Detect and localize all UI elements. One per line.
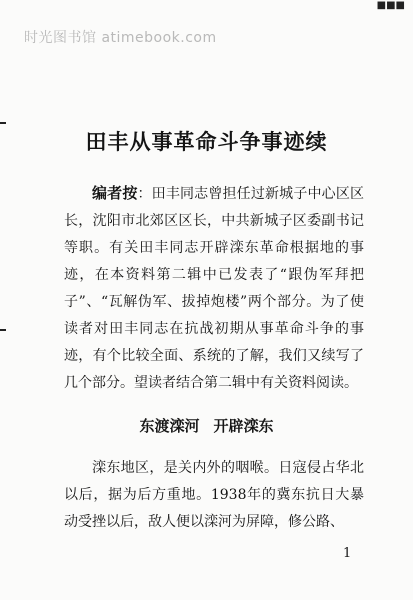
editor-note-paragraph [64, 180, 364, 397]
margin-tick-bottom [0, 329, 6, 331]
section-paragraph: 滦东地区，是关内外的咽喉。日寇侵占华北以后，据为后方重地。1938年的冀东抗日大暴动受挫以后，敌人便以滦河为屏障，修公路、 [64, 460, 364, 530]
margin-tick-top [0, 122, 6, 124]
corner-mark: ■■■ [376, 0, 405, 11]
watermark-text: 时光图书馆 atimebook.com [24, 30, 217, 46]
page-title: 田丰从事革命斗争事迹续 [85, 130, 328, 154]
editor-note-label: 编者按 [92, 184, 138, 202]
editor-note-text: ：田丰同志曾担任过新城子中心区区长，沈阳市北郊区区长，中共新城子区委副书记等职。有关田丰同志开辟滦东革命根据地的事迹，在本资料第二辑中已发表了“跟伪军拜把子”、“瓦解伪军、拔掉炮楼”两个部分。为了使读者对田丰同志在抗战初期从事革命斗争的事迹，有个比较全面、系统的了解，我们又续写了几个部分。望读者结合第二辑中有关资料阅读。 [64, 186, 364, 391]
section-heading-part-2: 开辟滦东 [213, 417, 274, 435]
page-number: 1 [343, 546, 352, 561]
section-heading-part-1: 东渡滦河 [139, 417, 200, 435]
editor-note [64, 180, 364, 397]
section-body [64, 455, 364, 536]
section-heading [0, 415, 413, 436]
